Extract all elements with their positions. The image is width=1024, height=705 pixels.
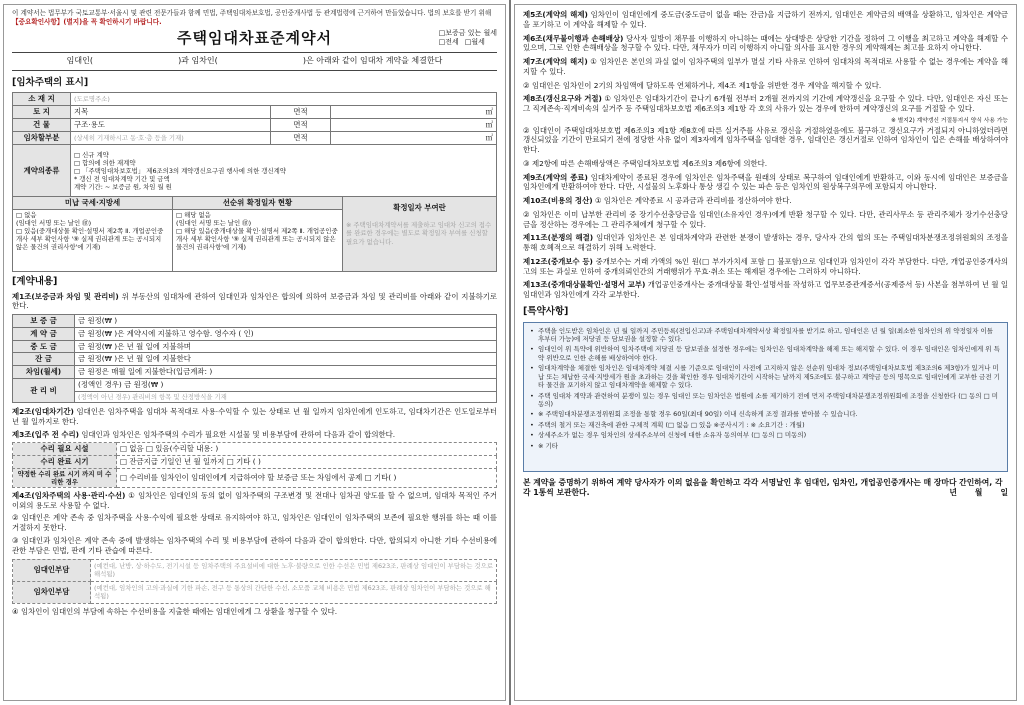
priority-date-options [173, 209, 343, 271]
priority-signature[interactable]: (임대인 서명 또는 날인 ㊞) [176, 218, 252, 227]
clause-6 [523, 34, 1008, 54]
notice-text: 이 계약서는 법무부가 국토교통부·서울시 및 관련 전문가들과 함께 민법, 주택임대차보호법, 공인중개사법 등 관계법령에 근거하여 만들었습니다. 법의 보호를 받기 위해 [12, 9, 492, 17]
contract-type-label: 계약의종류 [13, 145, 71, 197]
clause-4-p2: ② 임대인은 계약 존속 중 임차주택을 사용·수익에 필요한 상태로 유지하여야 하고, 임차인은 임대인이 임차주택의 보존에 필요한 행위를 하는 때 이를 거절하지 못한다. [12, 513, 497, 533]
payment-table [12, 314, 497, 403]
type-option-monthly[interactable]: □월세 [464, 37, 485, 46]
lessor-label: 임대인( [66, 56, 93, 66]
repair-table [12, 442, 497, 488]
maintenance-fixed-field[interactable]: (정액인 경우) 금 원정(₩ ) [75, 378, 497, 391]
repair-row [13, 456, 497, 469]
type-option-deposit-monthly[interactable]: □보증금 있는 월세 [438, 29, 497, 38]
clause-8-text: ① 임차인은 임대차기간이 끝나기 6개월 전부터 2개월 전까지의 기간에 계약갱신을 요구할 수 있다. 다만, 임대인은 자신 또는 그 직계존속·직계비속의 실거주 등 주택임대차보호법 제6조의3 제1항 각 호의 사유가 있는 경우에 한하여 계약갱신의 요구를 거절할 수 있다. [523, 94, 1008, 114]
repair-row [13, 468, 497, 487]
clause-1-text: 위 부동산의 임대차에 관하여 임대인과 임차인은 합의에 의하여 보증금과 차임 및 관리비를 아래와 같이 지불하기로 한다. [12, 291, 497, 311]
contract-page-1 [3, 4, 506, 701]
land-area-unit: ㎡ [485, 107, 493, 117]
clause-12-text: 중개보수는 거래 가액의 %인 원(□ 부가가치세 포함 □ 불포함)으로 임대인과 임차인이 각각 부담한다. 다만, 개업공인중개사의 고의 또는 과실로 인하여 중개의뢰인간의 거래행위가 무효·취소 또는 해제된 경우에는 그러하지 아니하다. [523, 256, 1008, 276]
payment-row [13, 327, 497, 340]
clause-9 [523, 173, 1008, 193]
special-term-item: • 상세주소가 없는 경우 임차인의 상세주소부여 신청에 대한 소유자 동의여부 (□ 동의 □ 미동의) [530, 431, 1001, 439]
lessee-burden-label: 임차인부담 [13, 581, 91, 603]
repair-deadline-label: 수리 완료 시기 [13, 456, 117, 469]
clause-4-p3: ③ 임대인과 임차인은 계약 존속 중에 발생하는 임차주택의 수리 및 비용부담에 관하여 다음과 같이 합의한다. 다만, 합의되지 아니한 기타 수선비용에 관한 부담은 민법, 판례 기타 관습에 따른다. [12, 536, 497, 555]
clause-2 [12, 407, 497, 427]
lessee-burden-field[interactable]: (예컨대, 임차인의 고의·과실에 기한 파손, 전구 등 통상의 간단한 수선, 소모품 교체 비용은 민법 제623조, 판례상 임차인이 부담하는 것으로 해석됨) [91, 581, 497, 603]
party-line-tail: )은 아래와 같이 임대차 계약을 체결한다 [302, 56, 443, 66]
renewal-previous-note: * 갱신 전 임대차계약 기간 및 금액 [74, 174, 170, 183]
payment-row [13, 340, 497, 353]
clause-4-p1: ① 임차인은 임대인의 동의 없이 임차주택의 구조변경 및 전대나 임차권 양도를 할 수 없으며, 임대차 목적인 주거 이외의 용도로 사용할 수 없다. [12, 490, 497, 510]
repair-missed-field[interactable]: □ 수리비를 임차인이 임대인에게 지급하여야 할 보증금 또는 차임에서 공제 □ 기타( ) [117, 468, 497, 487]
clause-8 [523, 94, 1008, 114]
property-section-title: [임차주택의 표시] [12, 76, 89, 88]
clause-8-title: 제8조(갱신요구와 거절) [523, 94, 602, 104]
special-term-item: • 주택의 철거 또는 재건축에 관한 구체적 계획 (□ 없음 □ 있음 ※공사시기 : ※ 소요기간 : 개월) [530, 421, 1001, 429]
contract-title: 주택임대차표준계약서 [177, 29, 332, 48]
clause-4-p4: ④ 임차인이 임대인의 부담에 속하는 수선비용을 지출한 때에는 임대인에게 그 상환을 청구할 수 있다. [12, 606, 338, 616]
clause-2-text: 임대인은 임차주택을 임대차 목적대로 사용·수익할 수 있는 상태로 년 월 일까지 임차인에게 인도하고, 임대차기간은 인도일로부터 년 월 일까지로 한다. [12, 407, 497, 426]
contract-date [523, 488, 1008, 498]
payment-row [13, 378, 497, 391]
clause-11-title: 제11조(분쟁의 해결) [523, 233, 594, 243]
lease-area-unit: ㎡ [485, 133, 493, 143]
closing-statement: 본 계약을 증명하기 위하여 계약 당사자가 이의 없음을 확인하고 각각 서명날인 후 임대인, 임차인, 개업공인중개사는 매 장마다 간인하여, 각각 1통씩 보관한다. [523, 477, 1003, 498]
building-area-unit: ㎡ [485, 120, 493, 130]
building-structure: 구조·용도 [74, 120, 105, 130]
clause-6-text: 당사자 일방이 채무를 이행하지 아니하는 때에는 상대방은 상당한 기간을 정하여 그 이행을 최고하고 계약을 해제할 수 있으며, 그로 인한 손해배상을 청구할 수 있다. 다만, 채무자가 미리 이행하지 아니할 의사를 표시한 경우의 계약해제는 최고를 요하지 아니한다. [523, 33, 1008, 53]
clause-1 [12, 292, 497, 312]
property-table [12, 92, 497, 197]
clause-7-title: 제7조(계약의 해지) [523, 57, 588, 67]
clause-11 [523, 233, 1008, 253]
repair-row [13, 443, 497, 456]
clause-8-p3-text: ③ 제2항에 따른 손해배상액은 주택임대차보호법 제6조의3 제6항에 의한다. [523, 158, 768, 168]
title-row [12, 28, 497, 50]
type-option-jeonse[interactable]: □전세 [438, 37, 459, 46]
payment-row [13, 366, 497, 379]
deposit-label: 보 증 금 [13, 315, 75, 328]
maintenance-variable-field[interactable]: (정액이 아닌 경우) 관리비의 항목 및 산정방식을 기재 [75, 391, 497, 403]
option-new-contract[interactable]: □ 신규 계약 [74, 150, 109, 159]
land-area-field[interactable] [331, 106, 497, 119]
special-terms-list [530, 327, 1001, 451]
clause-7-p2-text: ② 임대인은 임차인이 2기의 차임액에 달하도록 연체하거나, 제4조 제1항을 위반한 경우 계약을 해지할 수 있다. [523, 80, 882, 90]
location-hint: (도로명주소) [74, 95, 110, 104]
contract-content-title: [계약내용] [12, 275, 58, 287]
balance-label: 잔 금 [13, 353, 75, 366]
deposit-field[interactable]: 금 원정(₩ ) [75, 315, 497, 328]
location-label: 소 재 지 [13, 93, 71, 106]
monthly-rent-field[interactable]: 금 원정은 매월 일에 지불한다(입금계좌: ) [75, 366, 497, 379]
clause-10-p2 [523, 210, 1008, 230]
lease-area-label: 면적 [271, 132, 331, 145]
page-divider [509, 0, 511, 705]
unpaid-tax-exists[interactable]: □ 있음(중개대상물 확인·설명서 제2쪽 Ⅱ. 개업공인중개사 세부 확인사항 '⑨ 실제 권리관계 또는 공시되지 않은 물건의 권리사항'에 기재) [16, 226, 164, 251]
down-payment-label: 계 약 금 [13, 327, 75, 340]
lease-part-field[interactable] [71, 132, 271, 145]
location-field[interactable] [71, 93, 497, 106]
date-year[interactable]: 년 [949, 488, 957, 498]
clause-3-text: 임대인과 임차인은 임차주택의 수리가 필요한 시설물 및 비용부담에 관하여 다음과 같이 합의한다. [79, 429, 396, 439]
clause-4 [12, 491, 497, 511]
payment-row [13, 391, 497, 403]
option-recontract[interactable]: □ 합의에 의한 재계약 [74, 158, 136, 167]
clause-10-p2-text: ② 임차인은 이미 납부한 관리비 중 장기수선충당금을 임대인(소유자인 경우)에게 반환 청구할 수 있다. 다만, 관리사무소 등 관리주체가 장기수선충당금을 정산하는 경우에는 그 관리주체에게 청구할 수 있다. [523, 209, 1008, 229]
special-term-item: • ※ 주택임대차분쟁조정위원회 조정을 통할 경우 60일(최대 90일) 이내 신속하게 조정 결과를 받아볼 수 있습니다. [530, 410, 1001, 418]
priority-none[interactable]: □ 해당 없음 [176, 210, 211, 219]
lease-part-label: 임차할부분 [13, 132, 71, 145]
repair-needed-field[interactable]: □ 없음 □ 있음(수리할 내용: ) [117, 443, 497, 456]
burden-row [13, 581, 497, 603]
payment-row [13, 353, 497, 366]
clause-10 [523, 196, 1008, 206]
clause-13-text: 개업공인중개사는 중개대상물 확인·설명서를 작성하고 업무보증관계증서(공제증서 등) 사본을 첨부하여 년 월 일 임대인과 임차인에게 각각 교부한다. [523, 280, 1009, 300]
interim-payment-field[interactable]: 금 원정(₩ )은 년 월 일에 지불하며 [75, 340, 497, 353]
monthly-rent-label: 차임(월세) [13, 366, 75, 379]
repair-needed-label: 수리 필요 시설 [13, 443, 117, 456]
clause-3 [12, 430, 497, 440]
clause-2-title: 제2조(임대차기간) [12, 407, 74, 417]
lessee-label: )과 임차인( [178, 56, 218, 66]
clause-11-text: 임대인과 임차인은 본 임대차계약과 관련한 분쟁이 발생하는 경우, 당사자 간의 협의 또는 주택임대차분쟁조정위원회의 조정을 통해 호혜적으로 해결하기 위해 노력한다. [523, 233, 1008, 253]
land-area-label: 면적 [271, 106, 331, 119]
clause-7-p2 [523, 81, 1008, 91]
down-payment-field[interactable]: 금 원정(₩ )은 계약시에 지불하고 영수함. 영수자 ( 인) [75, 327, 497, 340]
clause-9-text: 임대차계약이 종료된 경우에 임차인은 임차주택을 원래의 상태로 복구하여 임대인에게 반환하고, 이와 동시에 임대인은 보증금을 임차인에게 반환하여야 한다. 다만, 시설물의 노후화나 통상 생길 수 있는 파손 등은 임차인의 원상복구의무에 포함되지 아니한다. [523, 172, 1008, 192]
date-month[interactable]: 월 [974, 488, 983, 498]
unpaid-tax-none[interactable]: □ 없음 [16, 210, 37, 219]
clause-6-title: 제6조(채무불이행과 손해배상) [523, 33, 624, 43]
land-category: 지목 [74, 107, 89, 117]
clause-7 [523, 57, 1008, 77]
interim-payment-label: 중 도 금 [13, 340, 75, 353]
special-terms-box[interactable] [523, 322, 1008, 472]
clause-8-p2-text: ② 임대인이 주택임대차보호법 제6조의3 제1항 제8호에 따른 실거주를 사유로 갱신을 거절하였음에도 불구하고 갱신요구가 거절되지 아니하였더라면 갱신되었을 기간이 만료되기 전에 정당한 사유 없이 제3자에게 임차주택을 임대한 경우, 임대인은 갱신거절로 인하여 임차인이 입은 손해를 배상하여야 한다. [523, 125, 1008, 155]
repair-missed-label: 약정한 수리 완료 시기 까지 미 수리한 경우 [13, 468, 117, 487]
clause-10-text: ① 임차인은 계약종료 시 공과금과 관리비를 정산하여야 한다. [592, 196, 792, 206]
building-label: 건 물 [13, 119, 71, 132]
clause-5 [523, 10, 1008, 30]
option-renewal[interactable]: □ 「주택임대차보호법」 제6조의3의 계약갱신요구권 행사에 의한 갱신계약 [74, 166, 286, 175]
unpaid-tax-options [13, 209, 173, 271]
repair-burden-table [12, 559, 497, 604]
balance-field[interactable]: 금 원정(₩ )은 년 월 일에 지불한다 [75, 353, 497, 366]
lease-type-options [439, 29, 497, 47]
lessor-burden-field[interactable]: (예컨대, 난방, 상·하수도, 전기시설 등 임차주택의 주요설비에 대한 노후·불량으로 인한 수선은 민법 제623조, 판례상 임대인이 부담하는 것으로 해석됨) [91, 559, 497, 581]
clause-8-p2 [523, 126, 1008, 155]
special-term-item: • 임대차계약을 체결한 임차인은 임대차계약 체결 시를 기준으로 임대인이 사전에 고지하지 않은 선순위 임대차 정보(주택임대차보호법 제3조의6 제3항)가 있거나 미납 또는 체납한 국세·지방세가 원을 초과하는 것을 확인한 경우 임대차기간이 시작하는 날까지 제5조에도 불구하고 계약금 등의 명목으로 임대인에게 교부한 금전 기타 물건을 포기하지 않고 임대차계약을 해제할 수 있다. [530, 364, 1001, 389]
clause-3-title: 제3조(입주 전 수리) [12, 429, 80, 439]
contract-page-2 [514, 4, 1017, 701]
priority-date-header: 선순위 확정일자 현황 [173, 197, 343, 210]
clause-7-text: ① 임차인은 본인의 과실 없이 임차주택의 일부가 멸실 기타 사유로 인하여 임대차의 목적대로 사용할 수 없는 경우에는 계약을 해지할 수 있다. [523, 57, 1009, 76]
priority-exists[interactable]: □ 해당 있음(중개대상물 확인·설명서 제2쪽 Ⅱ. 개업공인중개사 세부 확인사항 '⑨ 실제 권리관계 또는 공시되지 않은 물건의 권리사항'에 기재) [176, 226, 338, 251]
tax-priority-table [12, 196, 497, 272]
payment-row [13, 315, 497, 328]
confirmed-date-cell [343, 197, 497, 272]
legal-notice [12, 9, 497, 26]
clause-9-title: 제9조(계약의 종료) [523, 172, 588, 182]
clause-12 [523, 257, 1008, 277]
renewal-refusal-note: ※ 별지2) 계약갱신 거절통지서 양식 사용 가능 [890, 117, 1008, 124]
building-field[interactable] [71, 119, 271, 132]
clause-12-title: 제12조(중개보수 등) [523, 256, 593, 266]
contract-type-options [71, 145, 497, 197]
repair-deadline-field[interactable]: □ 잔금지급 기일인 년 월 일까지 □ 기타 ( ) [117, 456, 497, 469]
clause-5-title: 제5조(계약의 해제) [523, 10, 588, 19]
land-field[interactable] [71, 106, 271, 119]
special-term-item: • ※ 기타 [530, 442, 1001, 450]
clause-1-title: 제1조(보증금과 차임 및 관리비) [12, 291, 119, 301]
clause-5-text: 임차인이 임대인에게 중도금(중도금이 없을 때는 잔금)을 지급하기 전까지, 임대인은 계약금의 배액을 상환하고, 임차인은 계약금을 포기하고 이 계약을 해제할 수 있다. [523, 10, 1008, 29]
notice-important-link[interactable]: 【중요확인사항】(별지)을 꼭 확인하시기 바랍니다. [12, 17, 162, 26]
lease-part-hint: (상세히 기재하시고 동·호·층 등을 기재) [74, 134, 184, 143]
special-term-item: • 주택을 인도받은 임차인은 년 월 일까지 주민등록(전입신고)과 주택임대차계약서상 확정일자를 받기로 하고, 임대인은 년 월 일(최소한 임차인의 위 약정일자 이틀 후부터 가능)에 저당권 등 담보권을 설정할 수 있다. [530, 327, 1001, 344]
special-terms-title: [특약사항] [523, 306, 569, 318]
land-label: 토 지 [13, 106, 71, 119]
confirmed-date-header: 확정일자 부여란 [393, 203, 446, 213]
clause-4-title: 제4조(임차주택의 사용·관리·수선) [12, 490, 126, 500]
clause-8-p3 [523, 159, 1008, 169]
unpaid-tax-header: 미납 국세·지방세 [13, 197, 173, 210]
confirmed-date-note: ※ 주택임대차계약서를 제출하고 임대차 신고의 접수를 완료한 경우에는 별도로 확정일자 부여를 신청할 필요가 없습니다. [346, 220, 492, 246]
clause-13-title: 제13조(중개대상물확인·설명서 교부) [523, 280, 646, 290]
burden-row [13, 559, 497, 581]
lessor-burden-label: 임대인부담 [13, 559, 91, 581]
special-term-item: • 주택 임대차 계약과 관련하여 분쟁이 있는 경우 임대인 또는 임차인은 법원에 소를 제기하기 전에 먼저 주택임대차분쟁조정위원회에 조정을 신청한다 (□ 동의 □ 미동의) [530, 392, 1001, 409]
special-term-item: • 임대인이 위 특약에 위반하여 임차주택에 저당권 등 담보권을 설정한 경우에는 임차인은 임대차계약을 해제 또는 해지할 수 있다. 이 경우 임대인은 임차인에게 위 특약 위반으로 인한 손해를 배상하여야 한다. [530, 345, 1001, 362]
clause-13 [523, 280, 1008, 300]
renewal-previous-terms[interactable]: 계약 기간: ~ 보증금 원, 차임 월 원 [74, 182, 172, 191]
date-day[interactable]: 일 [1000, 488, 1008, 498]
party-line [12, 52, 497, 71]
clause-10-title: 제10조(비용의 정산) [523, 196, 593, 206]
building-area-label: 면적 [271, 119, 331, 132]
unpaid-tax-signature[interactable]: (임대인 서명 또는 날인 ㊞) [16, 218, 92, 227]
building-area-field[interactable] [331, 119, 497, 132]
lease-area-field[interactable] [331, 132, 497, 145]
maintenance-fee-label: 관 리 비 [13, 378, 75, 402]
